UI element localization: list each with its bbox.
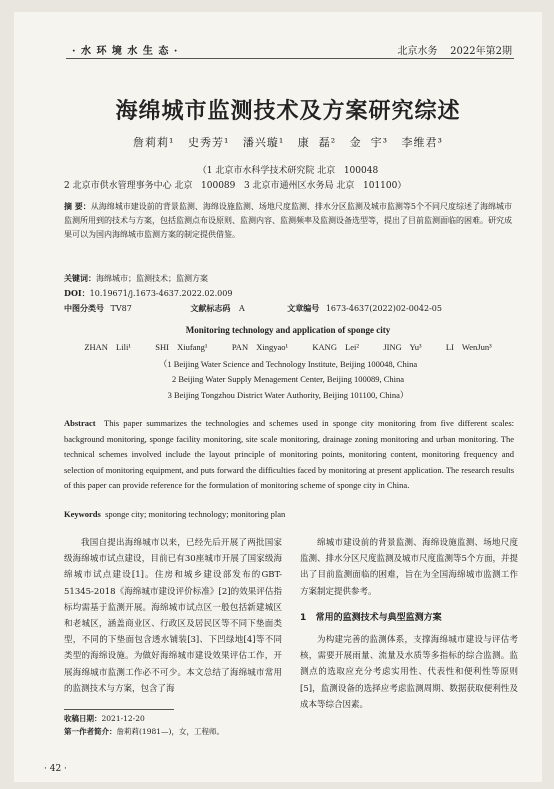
doi [64, 288, 512, 299]
paper-title: 海绵城市监测技术及方案研究综述 [115, 98, 461, 124]
classification-line [64, 303, 512, 314]
english-abstract-text: This paper summarizes the technologies and schemes used in sponge city monitoring from five different scales: background monitoring, sponge facility monitoring, site scale monitoring, drainage zoning monitoring and urban monitoring. The technical schemes involved include the layout principle of monitoring points, monitoring content, monitoring frequency and selection of monitoring equipment, and puts forward the difficulties faced by monitoring at present application. The research results of this paper can provide reference for the formulation of monitoring scheme of sponge city in China. [64, 418, 515, 491]
journal-page [14, 12, 542, 782]
author-bio-label: 第一作者简介： [64, 727, 117, 736]
affiliation-cn-2: 2 北京市供水管理事务中心 北京 100089 3 北京市通州区水务局 北京 101100） [64, 181, 407, 191]
article-no-value: 1673-4637(2022)02-0042-05 [325, 304, 442, 313]
doc-code-value: A [238, 304, 245, 313]
footnote-author [64, 726, 224, 737]
english-authors: ZHAN Lili¹ SHI Xiufang¹ PAN Xingyao¹ KANG Lei² JING Yu³ LI WenJun³ [84, 342, 492, 352]
doi-value: 10.19671/j.1673-4637.2022.02.009 [89, 289, 233, 298]
keywords-cn-text: 海绵城市；监测技术；监测方案 [96, 274, 208, 283]
english-affiliation-3: 3 Beijing Tongzhou District Water Authority, Beijing 101100, China） [167, 390, 409, 400]
english-title: Monitoring technology and application of sponge city [185, 325, 391, 335]
authors-cn: 詹莉莉¹ 史秀芳¹ 潘兴璇¹ 康 磊² 金 宇³ 李维君³ [133, 136, 443, 149]
body-right-column [300, 535, 518, 713]
keywords-cn [64, 273, 512, 284]
section-heading-1: 1 常用的监测技术与典型监测方案 [300, 612, 442, 623]
doi-label: DOI： [64, 288, 90, 298]
section-header: · 水 环 境 水 生 态 · [72, 46, 179, 57]
keywords-cn-label: 关键词： [64, 273, 96, 283]
received-date: 2021-12-20 [101, 714, 145, 723]
body-right-paragraph-2: 为构建完善的监测体系，支撑海绵城市建设与评估考核，需要开展雨量、流量及水质等多指标的综合监测。监测点的选取应充分考虑实用性、代表性和便利性等原则[5]，监测设备的选择应考虑监测周期、数据获取便利性及成本等综合因素。 [300, 635, 518, 710]
english-abstract-label: Abstract [64, 418, 96, 428]
english-affiliation-1: （1 Beijing Water Science and Technology Institute, Beijing 100048, China [158, 359, 418, 369]
english-keywords-label: Keywords [64, 509, 101, 519]
english-affiliation-2: 2 Beijing Water Supply Menagement Center, Beijing 100089, China [171, 374, 405, 384]
page-number: · 42 · [44, 764, 67, 774]
journal-header: 北京水务 2022年第2期 [397, 46, 512, 57]
english-abstract [64, 416, 514, 494]
abstract-cn-label: 摘 要： [64, 201, 91, 211]
affiliation-cn-1: （1 北京市水科学技术研究院 北京 100048 [197, 166, 379, 176]
abstract-cn [64, 199, 512, 242]
body-right-paragraph-1: 绵城市建设前的背景监测、海绵设施监测、场地尺度监测、排水分区尺度监测及城市尺度监测等5个方面，并提出了目前监测面临的困难，旨在为全国海绵城市监测工作方案制定提供参考。 [300, 538, 518, 597]
received-label: 收稿日期： [64, 714, 102, 723]
english-keywords-text: sponge city; monitoring technology; monitoring plan [105, 509, 286, 519]
clc-label: 中图分类号 [64, 303, 104, 313]
article-no-label: 文章编号 [287, 303, 320, 313]
abstract-cn-text: 从海绵城市建设前的背景监测、海绵设施监测、场地尺度监测、排水分区监测及城市监测等5个不同尺度综述了海绵城市监测所用到的技术与方案，包括监测点布设原则、监测内容、监测频率及监测设备选型等，提出了目前监测面临的困难。研究成果可以为国内海绵城市监测方案的制定提供借鉴。 [64, 202, 512, 239]
author-bio: 詹莉莉(1981—)，女，工程师。 [116, 727, 224, 736]
doc-code-label: 文献标志码 [190, 303, 231, 313]
clc-value: TV87 [110, 304, 132, 313]
footnote-rule [64, 709, 174, 710]
body-left-column: 我国自提出海绵城市以来，已经先后开展了两批国家级海绵城市试点建设，目前已有30座城市开展了国家级海绵城市试点建设[1]。住房和城乡建设部发布的GBT-51345-2018《海绵城市建设评价标准》[2]的效果评估指标均需基于监测开展。海绵城市试点区一般包括新建城区和老城区，涵盖商业区、行政区及居民区等不同下垫面类型，不同的下垫面包含透水铺装[3]、下凹绿地[4]等不同类型的海绵设施。为做好海绵城市建设效果评估工作，开展海绵城市监测工作必不可少。本文总结了海绵城市常用的监测技术与方案，包含了海 [64, 538, 282, 694]
header-rule [66, 58, 514, 59]
footnote-received [64, 713, 145, 724]
english-keywords [64, 509, 514, 519]
